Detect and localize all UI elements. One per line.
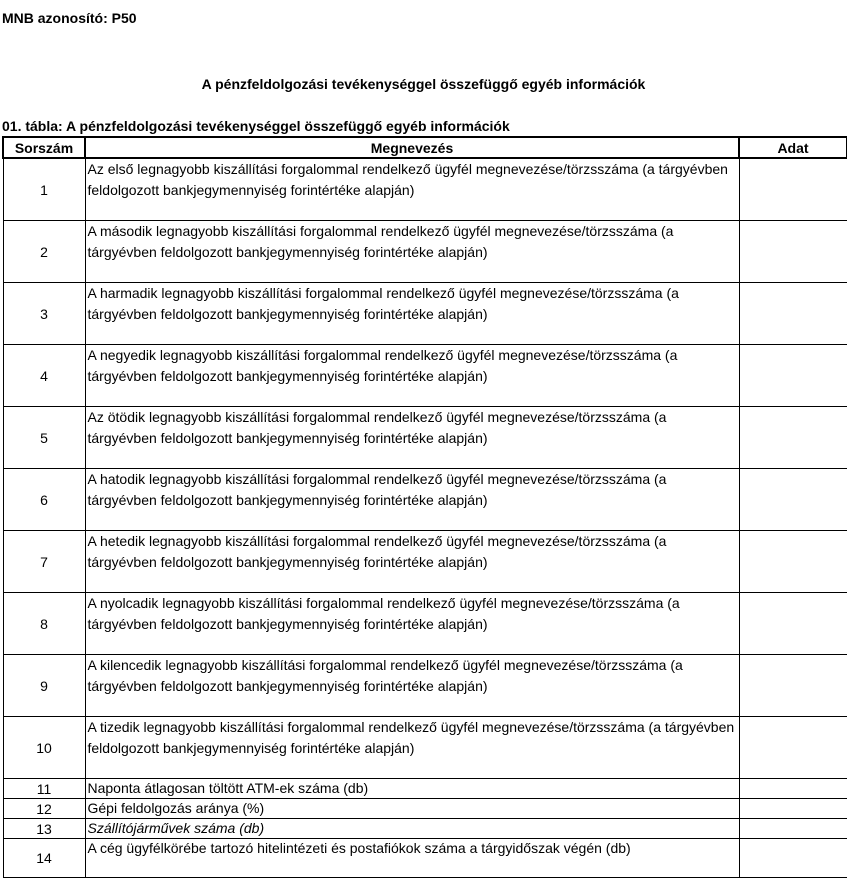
column-header-megnevezes: Megnevezés [85,137,739,158]
row-value-cell[interactable] [739,655,847,717]
row-description: A második legnagyobb kiszállítási forgalommal rendelkező ügyfél megnevezése/törzsszáma (a tárgyévben feldolgozott bankjegymennyiség forintértéke alapján) [85,221,739,283]
table-row [3,819,847,839]
row-description: Szállítójárművek száma (db) [85,819,739,839]
row-number: 9 [3,655,85,717]
row-description: A hetedik legnagyobb kiszállítási forgalommal rendelkező ügyfél megnevezése/törzsszáma (a tárgyévben feldolgozott bankjegymennyiség forintértéke alapján) [85,531,739,593]
row-value-cell[interactable] [739,345,847,407]
row-value-cell[interactable] [739,469,847,531]
table-row [3,799,847,819]
row-number: 13 [3,819,85,839]
row-value-cell[interactable] [739,158,847,221]
mnb-identifier: MNB azonosító: P50 [2,10,137,26]
table-row [3,221,847,283]
row-description: A cég ügyfélkörébe tartozó hitelintézeti és postafiókok száma a tárgyidőszak végén (db) [85,839,739,878]
row-value-cell[interactable] [739,779,847,799]
row-value-cell[interactable] [739,799,847,819]
row-value-cell[interactable] [739,819,847,839]
table-row [3,283,847,345]
row-number: 1 [3,158,85,221]
row-value-cell[interactable] [739,283,847,345]
row-value-cell[interactable] [739,221,847,283]
column-header-adat: Adat [739,137,847,158]
row-description: A tizedik legnagyobb kiszállítási forgalommal rendelkező ügyfél megnevezése/törzsszáma (a tárgyévben feldolgozott bankjegymennyiség forintértéke alapján) [85,717,739,779]
row-value-cell[interactable] [739,839,847,878]
row-number: 3 [3,283,85,345]
row-description: A nyolcadik legnagyobb kiszállítási forgalommal rendelkező ügyfél megnevezése/törzsszáma (a tárgyévben feldolgozott bankjegymennyiség forintértéke alapján) [85,593,739,655]
row-description: Az első legnagyobb kiszállítási forgalommal rendelkező ügyfél megnevezése/törzsszáma (a tárgyévben feldolgozott bankjegymennyiség forintértéke alapján) [85,158,739,221]
table-caption: 01. tábla: A pénzfeldolgozási tevékenységgel összefüggő egyéb információk [2,118,510,134]
row-value-cell[interactable] [739,531,847,593]
table-header-row [3,137,847,158]
row-value-cell[interactable] [739,717,847,779]
table-row [3,345,847,407]
row-description: A harmadik legnagyobb kiszállítási forgalommal rendelkező ügyfél megnevezése/törzsszáma (a tárgyévben feldolgozott bankjegymennyiség forintértéke alapján) [85,283,739,345]
row-description: A hatodik legnagyobb kiszállítási forgalommal rendelkező ügyfél megnevezése/törzsszáma (a tárgyévben feldolgozott bankjegymennyiség forintértéke alapján) [85,469,739,531]
row-number: 14 [3,839,85,878]
row-value-cell[interactable] [739,593,847,655]
row-number: 6 [3,469,85,531]
page-title: A pénzfeldolgozási tevékenységgel összefüggő egyéb információk [201,76,646,92]
table-row [3,593,847,655]
table-row [3,779,847,799]
row-number: 5 [3,407,85,469]
row-number: 8 [3,593,85,655]
row-description: A negyedik legnagyobb kiszállítási forgalommal rendelkező ügyfél megnevezése/törzsszáma (a tárgyévben feldolgozott bankjegymennyiség forintértéke alapján) [85,345,739,407]
row-value-cell[interactable] [739,407,847,469]
row-number: 2 [3,221,85,283]
row-description: Gépi feldolgozás aránya (%) [85,799,739,819]
table-row [3,717,847,779]
row-number: 11 [3,779,85,799]
info-table [2,136,847,878]
row-number: 12 [3,799,85,819]
row-description: A kilencedik legnagyobb kiszállítási forgalommal rendelkező ügyfél megnevezése/törzsszáma (a tárgyévben feldolgozott bankjegymennyiség forintértéke alapján) [85,655,739,717]
table-row [3,407,847,469]
table-row [3,655,847,717]
row-description: Az ötödik legnagyobb kiszállítási forgalommal rendelkező ügyfél megnevezése/törzsszáma (a tárgyévben feldolgozott bankjegymennyiség forintértéke alapján) [85,407,739,469]
column-header-sorszam: Sorszám [3,137,85,158]
table-row [3,531,847,593]
row-number: 10 [3,717,85,779]
table-row [3,469,847,531]
row-number: 7 [3,531,85,593]
table-row [3,158,847,221]
row-number: 4 [3,345,85,407]
row-description: Naponta átlagosan töltött ATM-ek száma (db) [85,779,739,799]
table-row [3,839,847,878]
